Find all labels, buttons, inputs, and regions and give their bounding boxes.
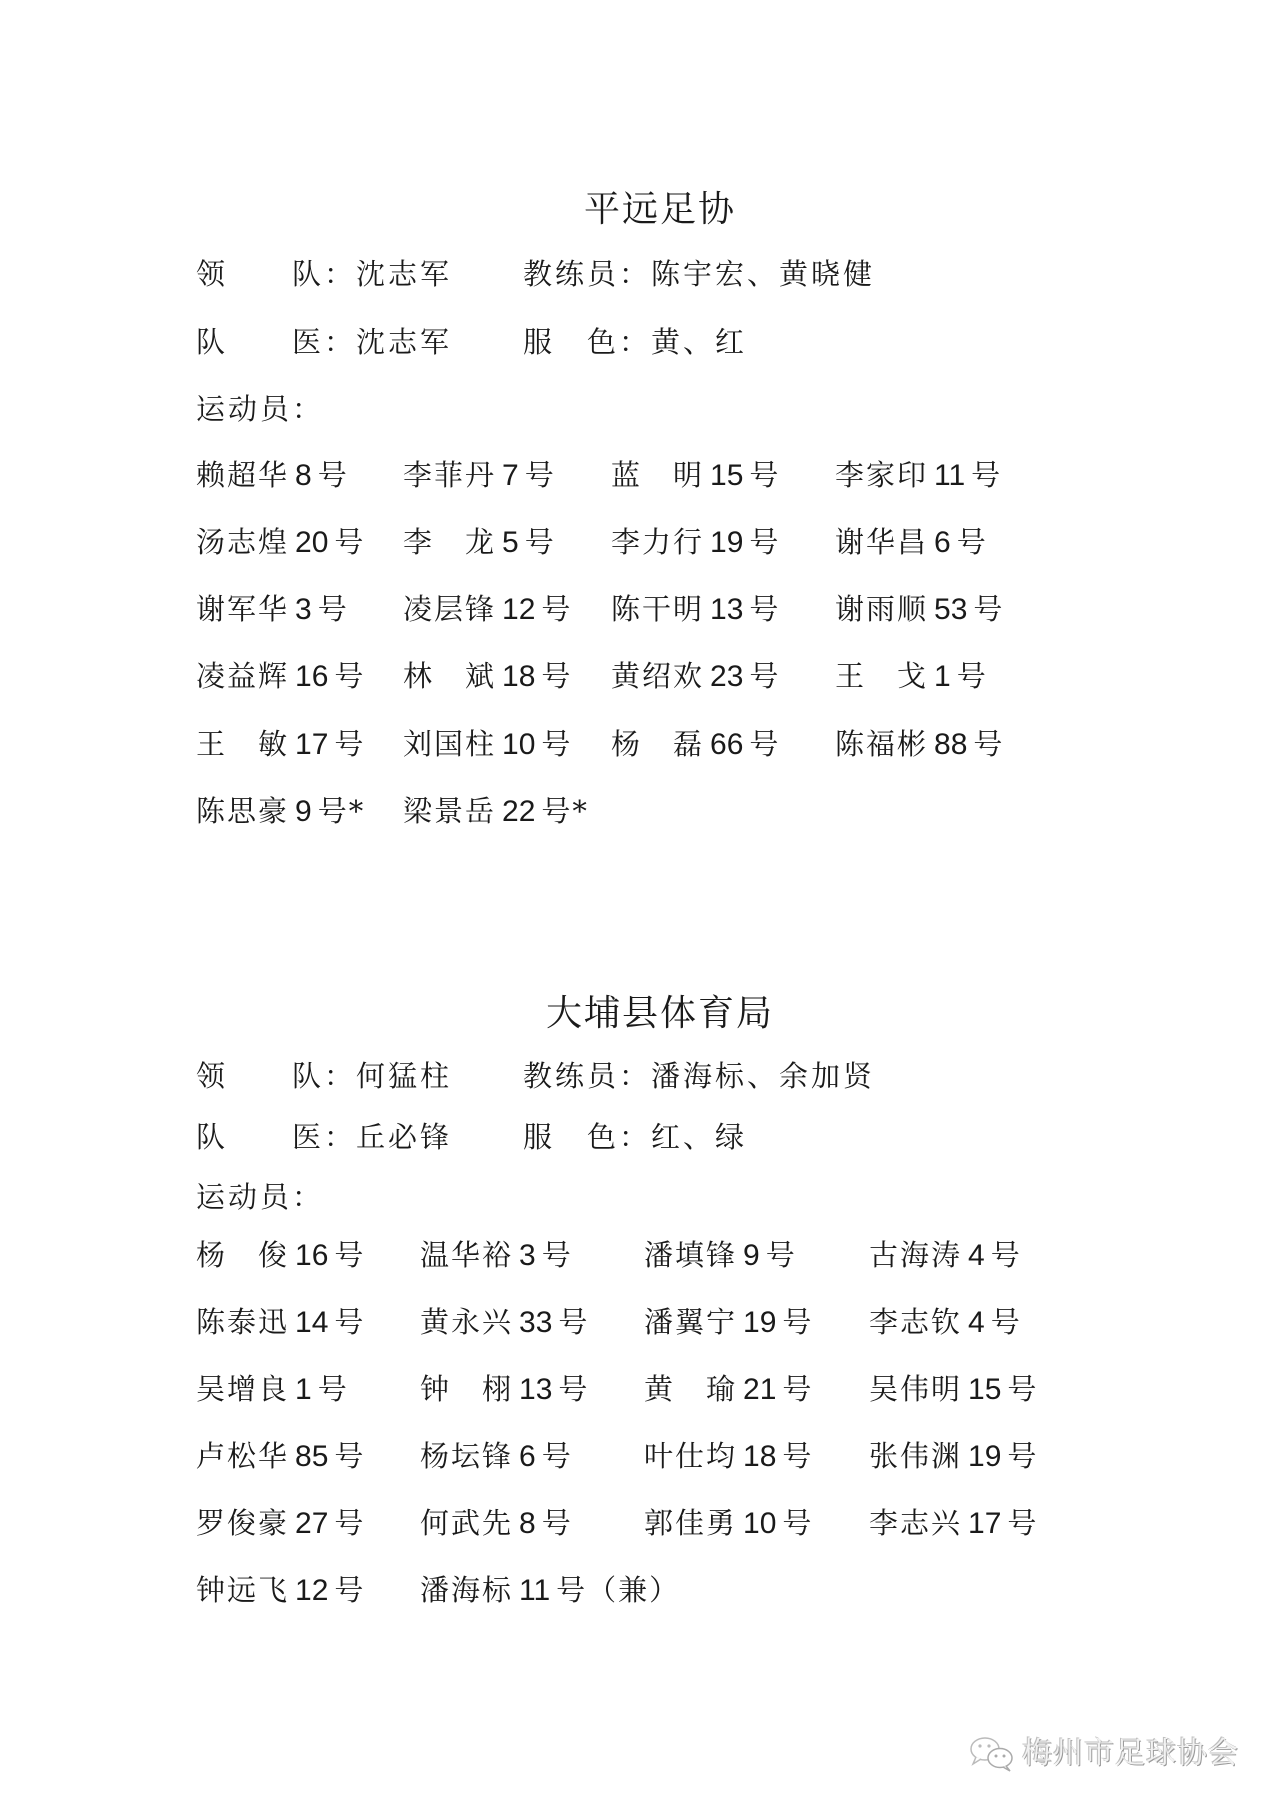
player-name: 李家印 (835, 458, 929, 492)
player-entry (644, 1372, 814, 1406)
player-number: 17 (295, 728, 329, 761)
player-name: 吴伟明 (869, 1372, 963, 1406)
player-number: 21 (743, 1373, 777, 1406)
wechat-icon (968, 1735, 1016, 1773)
doctor-label: 队 医： (196, 325, 357, 359)
kit-label: 服 色： (523, 325, 652, 359)
player-entry (403, 727, 573, 761)
player-name: 潘海标 (420, 1573, 514, 1607)
team-title: 大埔县体育局 (545, 993, 775, 1034)
player-name: 杨 磊 (611, 727, 705, 761)
player-entry (835, 592, 1005, 626)
player-name: 陈思豪 (196, 794, 290, 828)
player-entry (196, 1439, 366, 1473)
player-number: 9 (743, 1239, 760, 1272)
player-entry (869, 1439, 1039, 1473)
player-name: 卢松华 (196, 1439, 290, 1473)
player-entry (869, 1305, 1022, 1339)
player-number: 8 (519, 1507, 536, 1540)
player-number-suffix: 号 (990, 1305, 1022, 1339)
player-name: 谢军华 (196, 592, 290, 626)
player-number-suffix: 号 (973, 592, 1005, 626)
doctor-name: 丘必锋 (356, 1120, 453, 1154)
player-name: 黄 瑜 (644, 1372, 738, 1406)
player-number-suffix: 号 (749, 592, 781, 626)
player-number-suffix: 号 (541, 1506, 573, 1540)
player-name: 赖超华 (196, 458, 290, 492)
player-number: 19 (968, 1440, 1002, 1473)
kit-colors: 黄、红 (651, 325, 748, 359)
player-number: 5 (502, 526, 519, 559)
player-number-suffix: 号 (782, 1372, 814, 1406)
player-entry (196, 727, 366, 761)
player-entry (611, 525, 781, 559)
player-entry (196, 1506, 366, 1540)
player-number: 3 (295, 593, 312, 626)
player-name: 李力行 (611, 525, 705, 559)
player-number-suffix: 号 (541, 659, 573, 693)
player-number: 12 (295, 1574, 329, 1607)
player-number: 9 (295, 795, 312, 828)
player-entry (196, 659, 366, 693)
player-entry (403, 592, 573, 626)
leader-row (196, 1059, 453, 1093)
player-number: 3 (519, 1239, 536, 1272)
player-number: 85 (295, 1440, 329, 1473)
player-number-suffix: 号 (973, 727, 1005, 761)
player-number: 10 (743, 1507, 777, 1540)
players-label: 运动员： (196, 1180, 325, 1214)
player-entry (611, 659, 781, 693)
player-name: 凌层锋 (403, 592, 497, 626)
player-entry (403, 659, 573, 693)
player-number-suffix: 号 (782, 1305, 814, 1339)
player-name: 潘填锋 (644, 1238, 738, 1272)
player-name: 王 敏 (196, 727, 290, 761)
coach-names: 潘海标、余加贤 (651, 1059, 876, 1093)
doctor-label: 队 医： (196, 1120, 357, 1154)
leader-row (196, 257, 453, 291)
player-name: 黄绍欢 (611, 659, 705, 693)
player-name: 杨 俊 (196, 1238, 290, 1272)
player-entry (403, 794, 589, 828)
player-entry (611, 458, 781, 492)
player-number: 4 (968, 1239, 985, 1272)
player-name: 罗俊豪 (196, 1506, 290, 1540)
player-number: 20 (295, 526, 329, 559)
player-entry (420, 1372, 590, 1406)
player-number-suffix: 号 (1007, 1439, 1039, 1473)
player-number-suffix: 号 (1007, 1506, 1039, 1540)
player-number-suffix: 号 (749, 659, 781, 693)
player-name: 梁景岳 (403, 794, 497, 828)
kit-row (523, 325, 748, 359)
player-entry (196, 1573, 366, 1607)
player-number: 23 (710, 660, 744, 693)
player-number: 18 (743, 1440, 777, 1473)
player-name: 凌益辉 (196, 659, 290, 693)
player-name: 陈干明 (611, 592, 705, 626)
player-name: 李志钦 (869, 1305, 963, 1339)
player-number: 7 (502, 459, 519, 492)
player-number: 15 (968, 1373, 1002, 1406)
player-name: 何武先 (420, 1506, 514, 1540)
players-label: 运动员： (196, 392, 325, 426)
player-number-suffix: 号 (1007, 1372, 1039, 1406)
player-entry (420, 1305, 590, 1339)
player-number-suffix: 号 (749, 727, 781, 761)
kit-row (523, 1120, 748, 1154)
player-number-suffix: 号 (749, 458, 781, 492)
doctor-name: 沈志军 (356, 325, 453, 359)
player-number-suffix: 号 (334, 1573, 366, 1607)
player-number-suffix: 号 (334, 727, 366, 761)
player-entry (196, 458, 349, 492)
player-number: 11 (519, 1574, 551, 1607)
player-name: 陈泰迅 (196, 1305, 290, 1339)
leader-label: 领 队： (196, 257, 357, 291)
player-number-suffix: 号 (317, 1372, 349, 1406)
player-name: 汤志煌 (196, 525, 290, 559)
player-entry (196, 1238, 366, 1272)
player-entry (869, 1506, 1039, 1540)
player-number: 1 (295, 1373, 312, 1406)
player-number: 66 (710, 728, 744, 761)
kit-label: 服 色： (523, 1120, 652, 1154)
leader-label: 领 队： (196, 1059, 357, 1093)
player-entry (835, 458, 1003, 492)
player-name: 古海涛 (869, 1238, 963, 1272)
coach-row (523, 257, 876, 291)
player-name: 李志兴 (869, 1506, 963, 1540)
team-title: 平远足协 (583, 189, 737, 230)
player-number: 19 (743, 1306, 777, 1339)
player-entry (869, 1238, 1022, 1272)
player-entry (644, 1238, 797, 1272)
player-name: 陈福彬 (835, 727, 929, 761)
player-entry (644, 1439, 814, 1473)
player-number-suffix: 号* (317, 794, 366, 828)
player-number-suffix: 号 (956, 659, 988, 693)
player-number: 8 (295, 459, 312, 492)
player-number: 27 (295, 1507, 329, 1540)
player-number-suffix: 号（兼） (556, 1573, 681, 1607)
player-number: 4 (968, 1306, 985, 1339)
player-entry (420, 1439, 573, 1473)
player-number-suffix: 号 (782, 1506, 814, 1540)
player-entry (403, 458, 556, 492)
player-number-suffix: 号 (541, 592, 573, 626)
player-entry (196, 525, 366, 559)
player-number-suffix: 号 (334, 1238, 366, 1272)
kit-colors: 红、绿 (651, 1120, 748, 1154)
player-entry (835, 727, 1005, 761)
player-number-suffix: 号 (524, 525, 556, 559)
player-number-suffix: 号 (971, 458, 1003, 492)
player-name: 吴增良 (196, 1372, 290, 1406)
player-entry (196, 1372, 349, 1406)
player-entry (403, 525, 556, 559)
player-number: 22 (502, 795, 536, 828)
player-entry (644, 1506, 814, 1540)
player-entry (420, 1506, 573, 1540)
player-number: 14 (295, 1306, 329, 1339)
player-number-suffix: 号 (990, 1238, 1022, 1272)
coach-row (523, 1059, 876, 1093)
player-number: 88 (934, 728, 968, 761)
player-entry (835, 659, 988, 693)
player-number: 33 (519, 1306, 553, 1339)
player-number: 1 (934, 660, 951, 693)
player-number-suffix: 号 (541, 1439, 573, 1473)
watermark-text: 梅州市足球协会 (1022, 1736, 1239, 1771)
player-number-suffix: 号 (334, 1506, 366, 1540)
doctor-row (196, 325, 453, 359)
player-number-suffix: 号 (334, 1305, 366, 1339)
player-number-suffix: 号 (317, 592, 349, 626)
player-number-suffix: 号 (765, 1238, 797, 1272)
coach-label: 教练员： (523, 257, 652, 291)
coach-label: 教练员： (523, 1059, 652, 1093)
player-entry (196, 794, 366, 828)
player-name: 潘翼宁 (644, 1305, 738, 1339)
player-number-suffix: 号 (334, 525, 366, 559)
player-number-suffix: 号 (334, 1439, 366, 1473)
player-entry (835, 525, 988, 559)
player-number-suffix: 号 (524, 458, 556, 492)
player-name: 郭佳勇 (644, 1506, 738, 1540)
player-name: 叶仕均 (644, 1439, 738, 1473)
player-entry (420, 1238, 573, 1272)
player-number-suffix: 号 (558, 1305, 590, 1339)
player-entry (420, 1573, 681, 1607)
player-entry (196, 1305, 366, 1339)
player-entry (611, 592, 781, 626)
player-number-suffix: 号 (782, 1439, 814, 1473)
player-number: 17 (968, 1507, 1002, 1540)
player-number-suffix: 号 (334, 659, 366, 693)
player-number-suffix: 号 (956, 525, 988, 559)
player-name: 谢雨顺 (835, 592, 929, 626)
player-name: 林 斌 (403, 659, 497, 693)
player-number: 6 (519, 1440, 536, 1473)
player-number: 16 (295, 1239, 329, 1272)
player-name: 黄永兴 (420, 1305, 514, 1339)
player-entry (869, 1372, 1039, 1406)
player-number: 19 (710, 526, 744, 559)
player-entry (611, 727, 781, 761)
player-number: 18 (502, 660, 536, 693)
player-name: 王 戈 (835, 659, 929, 693)
player-name: 李菲丹 (403, 458, 497, 492)
player-number-suffix: 号 (749, 525, 781, 559)
player-number-suffix: 号 (558, 1372, 590, 1406)
player-number: 16 (295, 660, 329, 693)
leader-name: 何猛柱 (356, 1059, 453, 1093)
player-name: 钟 栩 (420, 1372, 514, 1406)
player-number: 6 (934, 526, 951, 559)
player-number-suffix: 号* (541, 794, 589, 828)
player-name: 张伟渊 (869, 1439, 963, 1473)
player-name: 谢华昌 (835, 525, 929, 559)
player-entry (196, 592, 349, 626)
leader-name: 沈志军 (356, 257, 453, 291)
player-number: 53 (934, 593, 968, 626)
player-name: 杨坛锋 (420, 1439, 514, 1473)
player-name: 刘国柱 (403, 727, 497, 761)
player-number: 12 (502, 593, 536, 626)
player-number: 10 (502, 728, 536, 761)
player-name: 钟远飞 (196, 1573, 290, 1607)
doctor-row (196, 1120, 453, 1154)
player-number-suffix: 号 (317, 458, 349, 492)
player-name: 温华裕 (420, 1238, 514, 1272)
player-number-suffix: 号 (541, 727, 573, 761)
player-number: 13 (710, 593, 744, 626)
player-number: 15 (710, 459, 744, 492)
player-name: 蓝 明 (611, 458, 705, 492)
coach-names: 陈宇宏、黄晓健 (651, 257, 876, 291)
player-number: 13 (519, 1373, 553, 1406)
player-number: 11 (934, 459, 966, 492)
player-name: 李 龙 (403, 525, 497, 559)
player-number-suffix: 号 (541, 1238, 573, 1272)
player-entry (644, 1305, 814, 1339)
